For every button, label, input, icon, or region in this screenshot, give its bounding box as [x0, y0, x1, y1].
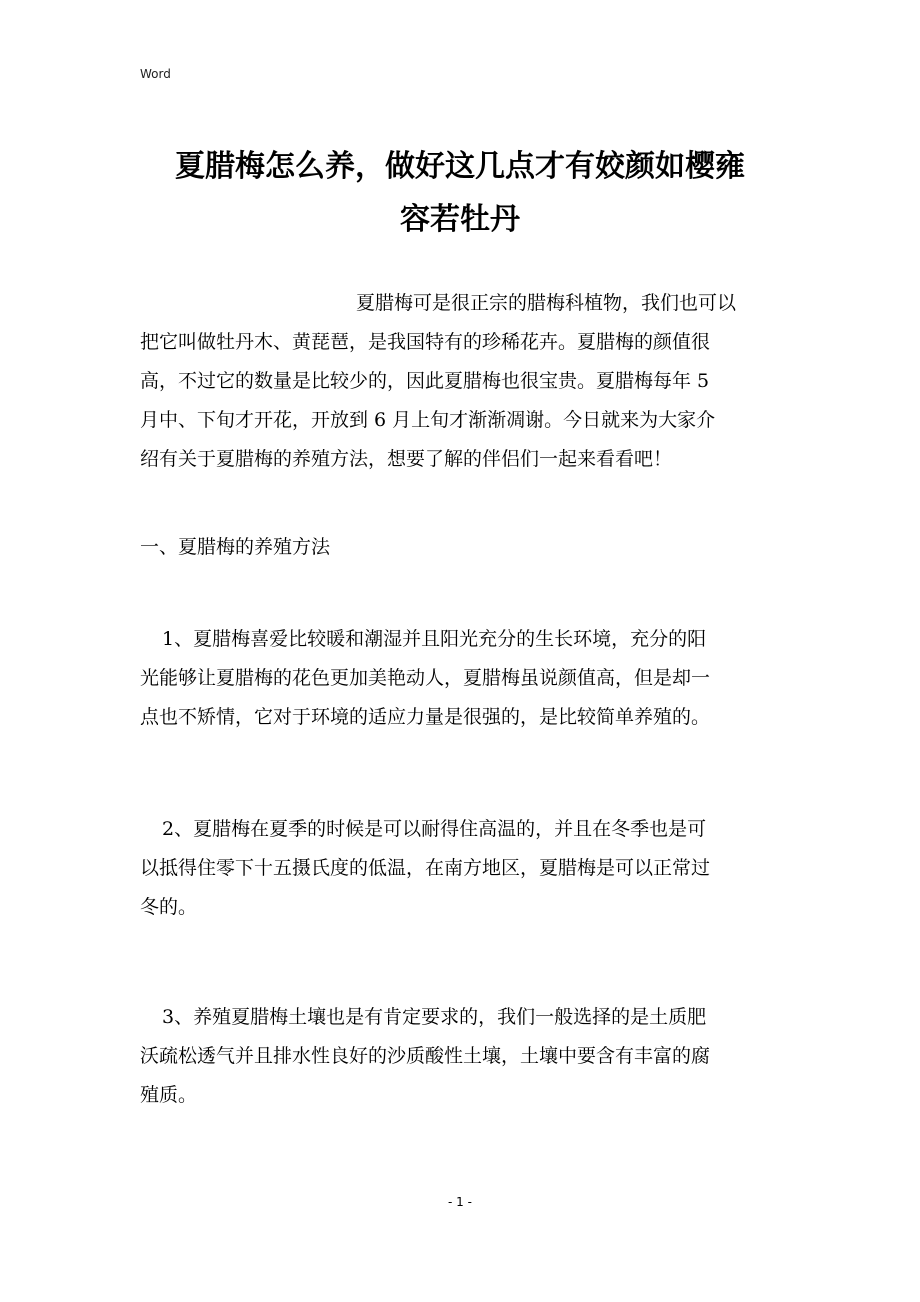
paragraph-2: [140, 810, 792, 927]
intro-paragraph: [140, 284, 792, 479]
document-header-label: Word: [140, 67, 171, 81]
paragraph-line: 月中、下旬才开花，开放到 6 月上旬才渐渐凋谢。今日就来为大家介: [140, 409, 716, 431]
paragraph-3: [140, 998, 792, 1115]
paragraph-line: 以抵得住零下十五摄氏度的低温，在南方地区，夏腊梅是可以正常过: [140, 857, 711, 879]
title-line: 容若牡丹: [400, 202, 520, 237]
paragraph-1: [140, 620, 792, 737]
paragraph-line: 1、夏腊梅喜爱比较暖和潮湿并且阳光充分的生长环境，充分的阳: [162, 628, 707, 650]
paragraph-line: 光能够让夏腊梅的花色更加美艳动人，夏腊梅虽说颜值高，但是却一: [140, 667, 711, 689]
paragraph-line: 殖质。: [140, 1084, 198, 1106]
section-heading-text: 一、夏腊梅的养殖方法: [140, 536, 331, 558]
paragraph-line: 沃疏松透气并且排水性良好的沙质酸性土壤，土壤中要含有丰富的腐: [140, 1045, 711, 1067]
title-line: 夏腊梅怎么养，做好这几点才有姣颜如樱雍: [175, 149, 745, 184]
paragraph-line: 高，不过它的数量是比较少的，因此夏腊梅也很宝贵。夏腊梅每年 5: [140, 370, 710, 392]
paragraph-line: 点也不矫情，它对于环境的适应力量是很强的，是比较简单养殖的。: [140, 706, 711, 728]
document-title: [140, 140, 780, 246]
paragraph-line: 把它叫做牡丹木、黄琵琶，是我国特有的珍稀花卉。夏腊梅的颜值很: [140, 331, 711, 353]
paragraph-line: 3、养殖夏腊梅土壤也是有肯定要求的，我们一般选择的是土质肥: [162, 1006, 707, 1028]
page-number: - 1 -: [448, 1195, 472, 1209]
section-heading: [140, 528, 792, 567]
paragraph-line: 绍有关于夏腊梅的养殖方法，想要了解的伴侣们一起来看看吧！: [140, 448, 673, 470]
paragraph-line: 2、夏腊梅在夏季的时候是可以耐得住高温的，并且在冬季也是可: [162, 818, 707, 840]
paragraph-line: 冬的。: [140, 896, 198, 918]
paragraph-line: 夏腊梅可是很正宗的腊梅科植物，我们也可以: [356, 292, 737, 314]
